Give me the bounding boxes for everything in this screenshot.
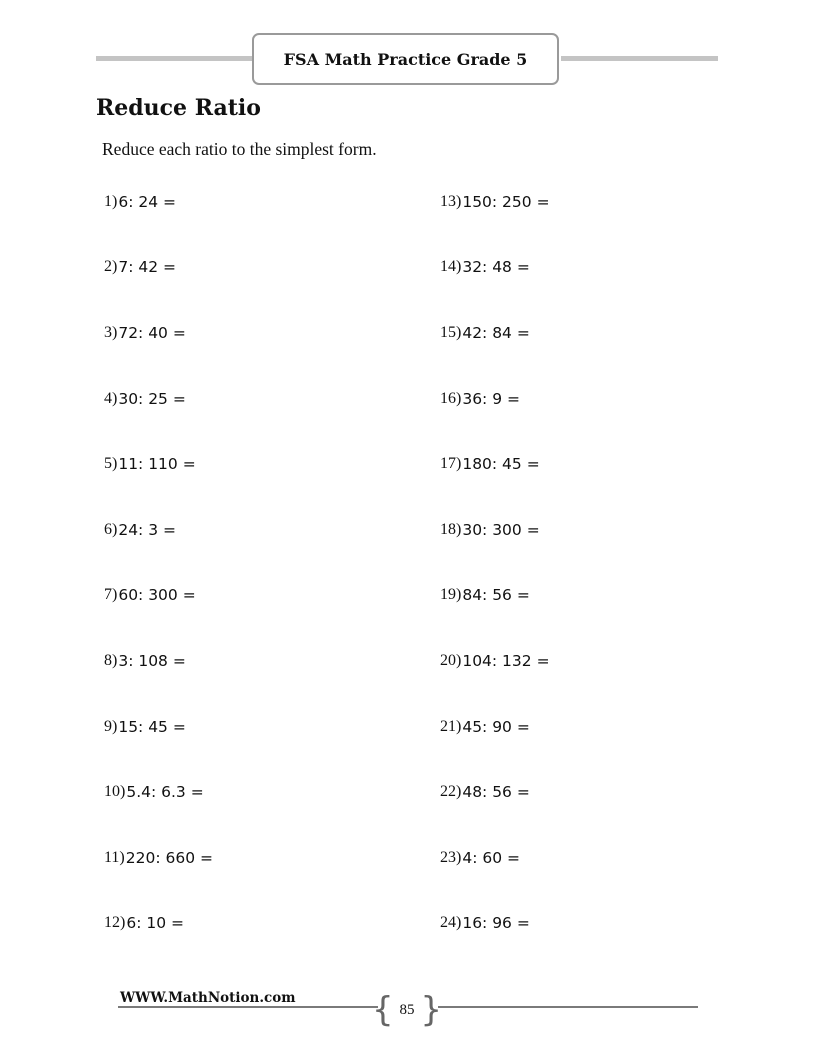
problem-number: 17) xyxy=(440,455,462,473)
footer-website: WWW.MathNotion.com xyxy=(120,990,296,1006)
instructions: Reduce each ratio to the simplest form. xyxy=(102,139,377,159)
problem-item xyxy=(104,891,434,957)
problem-item xyxy=(104,759,434,825)
problem-number: 2) xyxy=(104,258,118,276)
problem-expression: 150: 250 = xyxy=(462,192,550,211)
problem-expression: 30: 25 = xyxy=(118,389,186,408)
problem-item xyxy=(104,563,434,629)
problem-number: 22) xyxy=(440,783,462,801)
problem-number: 16) xyxy=(440,389,462,407)
problem-expression: 6: 24 = xyxy=(118,192,176,211)
problem-expression: 11: 110 = xyxy=(118,455,196,474)
problem-item xyxy=(440,497,770,563)
problem-expression: 7: 42 = xyxy=(118,258,176,277)
header-rule-left xyxy=(96,56,254,61)
left-brace-icon: { xyxy=(372,990,394,1030)
problem-expression: 180: 45 = xyxy=(462,455,540,474)
problem-number: 11) xyxy=(104,848,125,866)
problem-expression: 45: 90 = xyxy=(462,717,530,736)
problem-item xyxy=(104,431,434,497)
problem-item xyxy=(440,431,770,497)
problem-expression: 32: 48 = xyxy=(462,258,530,277)
problem-expression: 3: 108 = xyxy=(118,651,186,670)
problem-item xyxy=(104,300,434,366)
problem-number: 24) xyxy=(440,914,462,932)
page-number: 85 xyxy=(399,1001,415,1018)
problem-item xyxy=(440,694,770,760)
problem-number: 23) xyxy=(440,848,462,866)
problems-column-left xyxy=(104,169,434,956)
page-title: Reduce Ratio xyxy=(96,95,261,121)
problem-number: 20) xyxy=(440,651,462,669)
page-number-container xyxy=(372,990,442,1030)
problem-number: 14) xyxy=(440,258,462,276)
problem-number: 4) xyxy=(104,389,118,407)
problem-expression: 30: 300 = xyxy=(462,520,540,539)
problem-item xyxy=(440,235,770,301)
problem-item xyxy=(104,235,434,301)
problem-expression: 36: 9 = xyxy=(462,389,520,408)
problem-number: 5) xyxy=(104,455,118,473)
problem-item xyxy=(104,366,434,432)
problem-expression: 4: 60 = xyxy=(462,848,520,867)
problem-item xyxy=(440,300,770,366)
problem-number: 13) xyxy=(440,192,462,210)
problem-number: 7) xyxy=(104,586,118,604)
problem-item xyxy=(104,694,434,760)
problem-item xyxy=(104,169,434,235)
problem-item xyxy=(440,169,770,235)
problem-number: 18) xyxy=(440,520,462,538)
problem-number: 9) xyxy=(104,717,118,735)
problem-item xyxy=(440,628,770,694)
problem-number: 10) xyxy=(104,783,126,801)
problem-number: 15) xyxy=(440,323,462,341)
problem-number: 12) xyxy=(104,914,126,932)
problem-expression: 104: 132 = xyxy=(462,651,550,670)
problem-expression: 24: 3 = xyxy=(118,520,176,539)
problems-column-right xyxy=(440,169,770,956)
problem-item xyxy=(440,563,770,629)
problem-item xyxy=(104,497,434,563)
problem-expression: 48: 56 = xyxy=(462,783,530,802)
problem-number: 21) xyxy=(440,717,462,735)
right-brace-icon: } xyxy=(420,990,442,1030)
problem-item xyxy=(104,628,434,694)
problem-item xyxy=(440,891,770,957)
footer-rule-right xyxy=(438,1006,698,1008)
problem-expression: 60: 300 = xyxy=(118,586,196,605)
problem-number: 8) xyxy=(104,651,118,669)
header-rule-right xyxy=(561,56,718,61)
problem-expression: 72: 40 = xyxy=(118,323,186,342)
problem-number: 6) xyxy=(104,520,118,538)
footer-rule-left xyxy=(118,1006,378,1008)
problem-item xyxy=(104,825,434,891)
problem-expression: 15: 45 = xyxy=(118,717,186,736)
problem-number: 3) xyxy=(104,323,118,341)
problem-expression: 16: 96 = xyxy=(462,914,530,933)
problem-item xyxy=(440,366,770,432)
problem-item xyxy=(440,825,770,891)
problem-expression: 6: 10 = xyxy=(126,914,184,933)
problem-expression: 84: 56 = xyxy=(462,586,530,605)
problem-expression: 220: 660 = xyxy=(125,848,213,867)
header-title: FSA Math Practice Grade 5 xyxy=(252,33,559,85)
problem-number: 1) xyxy=(104,192,118,210)
problem-expression: 5.4: 6.3 = xyxy=(126,783,204,802)
problem-item xyxy=(440,759,770,825)
problem-number: 19) xyxy=(440,586,462,604)
problem-expression: 42: 84 = xyxy=(462,323,530,342)
